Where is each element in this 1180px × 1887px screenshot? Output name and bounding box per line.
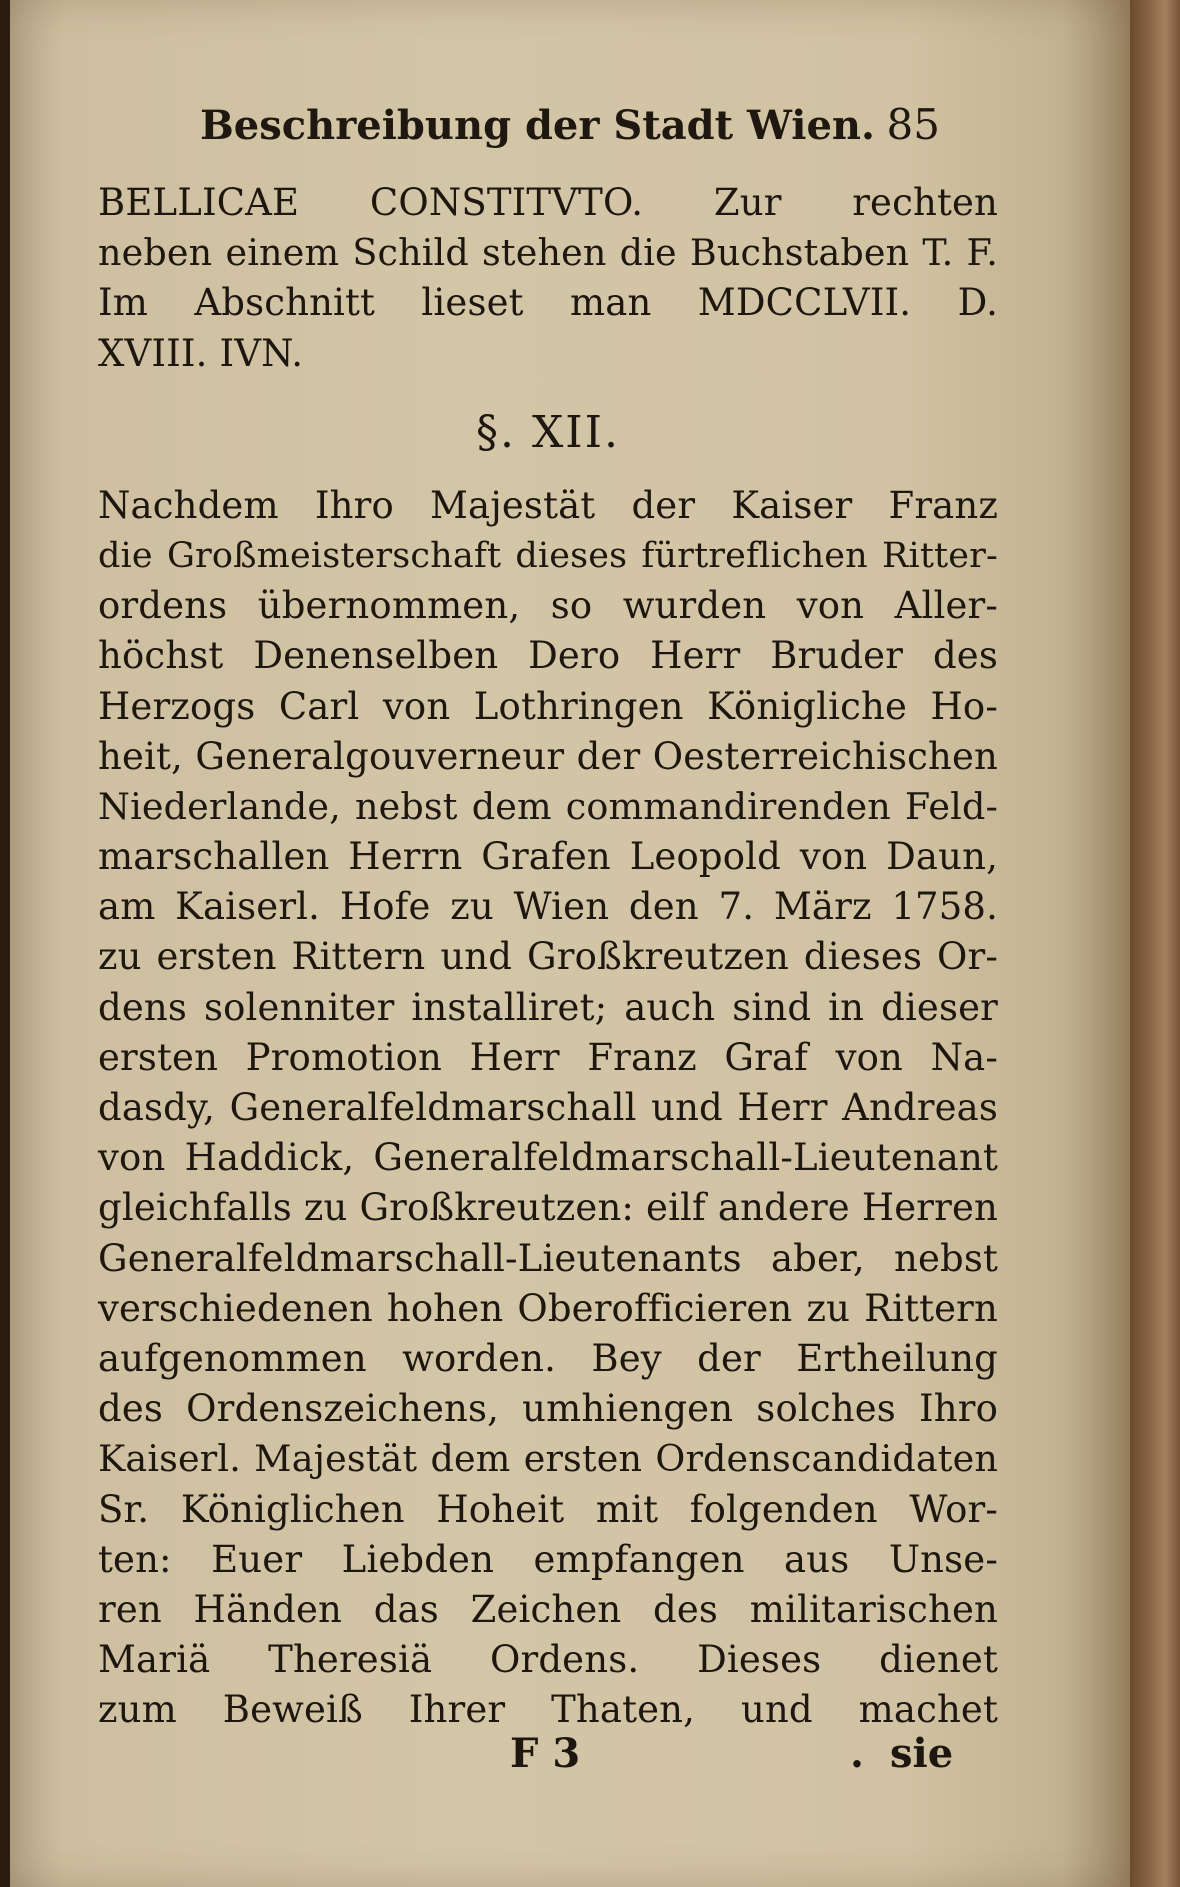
text-line: dens solenniter installiret; auch sind in dieser: [98, 985, 998, 1029]
page-body: [98, 178, 998, 1735]
text-line: die Großmeisterschaft dieses fürtreflichen Ritter-: [98, 535, 998, 576]
text-line: Niederlande, nebst dem commandirenden Feld-: [98, 784, 998, 828]
text-line: marschallen Herrn Grafen Leopold von Daun,: [98, 835, 998, 879]
page-number: 85: [886, 100, 940, 149]
text-line: Herzogs Carl von Lothringen Königliche Ho-: [98, 684, 998, 728]
text-line: dasdy, Generalfeldmarschall und Herr Andreas: [98, 1086, 998, 1129]
text-line: heit, Generalgouverneur der Oesterreichischen: [98, 734, 998, 778]
catchword: sie: [890, 1730, 954, 1777]
text-line: gleichfalls zu Großkreutzen: eilf andere Herren: [98, 1186, 998, 1230]
text-line: von Haddick, Generalfeldmarschall-Lieutenant: [98, 1136, 998, 1180]
text-line: Generalfeldmarschall-Lieutenants aber, nebst: [98, 1236, 998, 1280]
running-header: [200, 100, 940, 160]
text-line: ersten Promotion Herr Franz Graf von Na-: [98, 1035, 998, 1079]
text-line: ten: Euer Liebden empfangen aus Unse-: [98, 1537, 998, 1581]
text-line: neben einem Schild stehen die Buchstaben T. F.: [98, 231, 998, 275]
text-line: höchst Denenselben Dero Herr Bruder des: [98, 634, 998, 678]
page-edge: [1130, 0, 1180, 1887]
text-line: am Kaiserl. Hofe zu Wien den 7. März 1758.: [98, 885, 998, 929]
signature-mark: F 3: [510, 1730, 581, 1777]
text-line: BELLICAE CONSTITVTO. Zur rechten: [98, 181, 998, 224]
text-line: Mariä Theresiä Ordens. Dieses dienet: [98, 1638, 998, 1682]
text-line: Sr. Königlichen Hoheit mit folgenden Wor-: [98, 1487, 998, 1531]
text-line: Im Abschnitt lieset man MDCCLVII. D.: [98, 281, 998, 325]
text-line: ren Händen das Zeichen des militarischen: [98, 1587, 998, 1631]
text-line: zu ersten Rittern und Großkreutzen dieses Or-: [98, 935, 998, 979]
text-line: Nachdem Ihro Majestät der Kaiser Franz: [98, 483, 998, 527]
text-line: aufgenommen worden. Bey der Ertheilung: [98, 1336, 998, 1380]
page-footer: [510, 1730, 980, 1790]
text-line: ordens übernommen, so wurden von Aller-: [98, 584, 998, 628]
text-line: verschiedenen hohen Oberofficieren zu Rittern: [98, 1286, 998, 1330]
text-line: XVIII. IVN.: [98, 331, 304, 375]
text-line: zum Beweiß Ihrer Thaten, und machet: [98, 1688, 998, 1732]
footer-dot: .: [850, 1730, 864, 1777]
text-line: Kaiserl. Majestät dem ersten Ordenscandidaten: [98, 1437, 998, 1481]
section-heading: §. XII.: [475, 406, 621, 458]
text-line: des Ordenszeichens, umhiengen solches Ihro: [98, 1387, 998, 1431]
header-title: Beschreibung der Stadt Wien.: [200, 102, 875, 149]
